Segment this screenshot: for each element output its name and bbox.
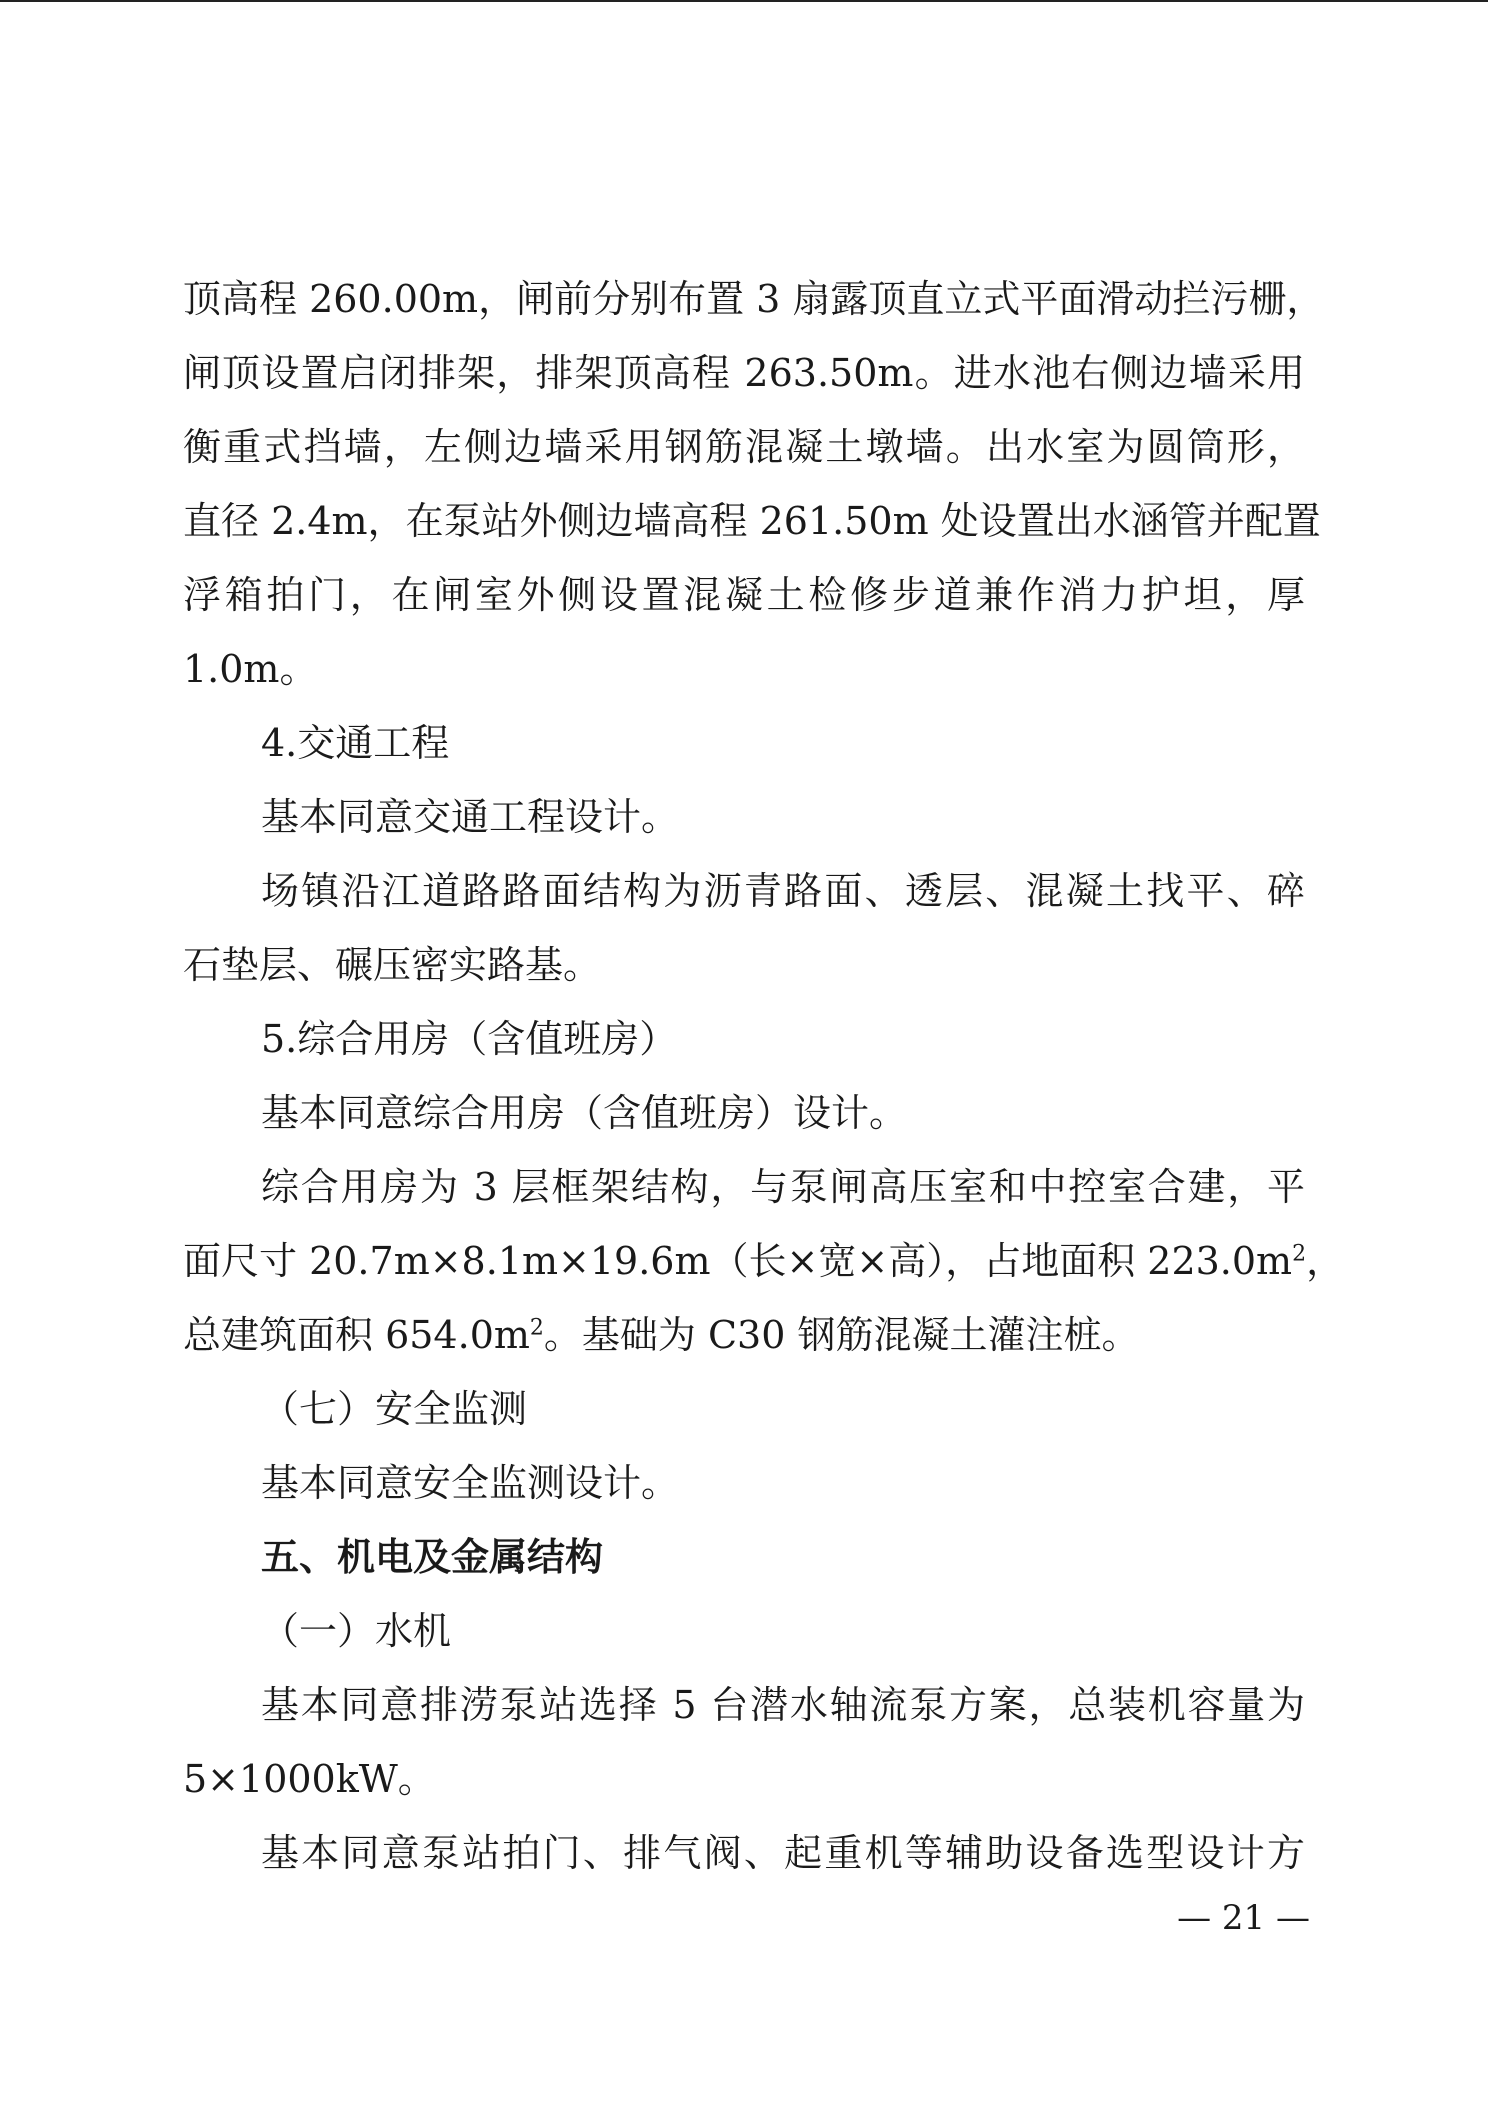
superscript: 2 [529,1315,544,1341]
section-heading: （七）安全监测 [261,1387,528,1431]
text-line: 衡重式挡墙，左侧边墙采用钢筋混凝土墩墙。出水室为圆筒形， [183,425,1305,469]
section-heading: 5.综合用房（含值班房） [261,1017,678,1061]
text-line: 基本同意综合用房（含值班房）设计。 [261,1091,908,1135]
page-top-edge [0,0,1488,2]
page-number: — 21 — [1177,1898,1310,1938]
text-line: 基本同意交通工程设计。 [261,795,680,839]
body-text [183,262,1345,1890]
text-segment: 面尺寸 20.7m×8.1m×19.6m（长×宽×高），占地面积 223.0m [183,1239,1293,1283]
text-line: 顶高程 260.00m，闸前分别布置 3 扇露顶直立式平面滑动拦污栅， [183,277,1325,321]
chapter-heading: 五、机电及金属结构 [261,1535,604,1579]
text-line: 综合用房为 3 层框架结构，与泵闸高压室和中控室合建，平 [261,1165,1305,1209]
text-line: 5×1000kW。 [183,1757,436,1801]
text-line-with-superscript [183,1224,1345,1298]
section-heading: 4.交通工程 [261,721,450,765]
section-heading: （一）水机 [261,1609,452,1653]
text-line: 基本同意泵站拍门、排气阀、起重机等辅助设备选型设计方 [261,1831,1305,1875]
text-segment: ， [1306,1239,1345,1283]
text-segment: 总建筑面积 654.0m [183,1313,530,1357]
text-line: 基本同意安全监测设计。 [261,1461,680,1505]
text-line: 直径 2.4m，在泵站外侧边墙高程 261.50m 处设置出水涵管并配置 [183,499,1321,543]
superscript: 2 [1292,1241,1307,1267]
text-line: 1.0m。 [183,647,318,691]
text-line: 基本同意排涝泵站选择 5 台潜水轴流泵方案，总装机容量为 [261,1683,1305,1727]
text-line: 石垫层、碾压密实路基。 [183,943,602,987]
text-segment: 。基础为 C30 钢筋混凝土灌注桩。 [543,1313,1140,1357]
text-line: 浮箱拍门，在闸室外侧设置混凝土检修步道兼作消力护坦，厚 [183,573,1305,617]
text-line-with-superscript [183,1298,1305,1372]
text-line: 场镇沿江道路路面结构为沥青路面、透层、混凝土找平、碎 [261,869,1305,913]
text-line: 闸顶设置启闭排架，排架顶高程 263.50m。进水池右侧边墙采用 [183,351,1305,395]
